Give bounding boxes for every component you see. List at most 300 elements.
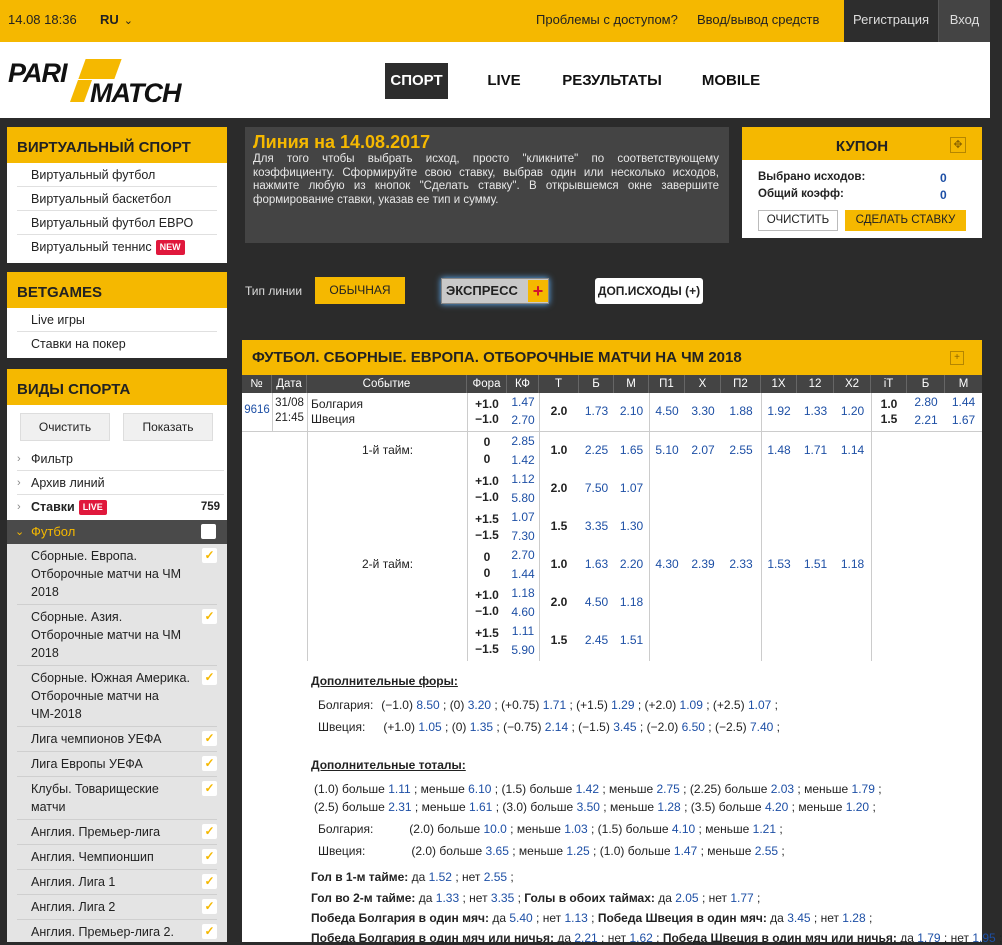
market-label: Победа Болгария в один мяч: [311, 911, 489, 925]
checkbox-checked-icon[interactable]: ✓ [202, 874, 217, 889]
parimatch-logo[interactable] [6, 56, 196, 108]
separator: ; [636, 720, 647, 734]
sub-fora-1: +1.0 [475, 474, 499, 488]
separator: ; [753, 891, 761, 905]
odd-label: нет [469, 891, 491, 905]
odd-label: нет [462, 870, 484, 884]
nav-sport[interactable]: СПОРТ [385, 63, 448, 99]
odd-value-link[interactable]: 1.20 [845, 800, 870, 814]
sub-fora-2: −1.5 [475, 528, 499, 542]
league-label: Сборные. Южная Америка. Отборочные матчи на ЧМ-2018 [31, 671, 190, 721]
odd-label: (0) [449, 698, 468, 712]
express-button[interactable] [441, 278, 549, 304]
league-label: Сборные. Азия. Отборочные матчи на ЧМ 2018 [31, 610, 182, 660]
betgames-title: BETGAMES [7, 272, 227, 308]
sub-odd-x[interactable]: 2.39 [691, 557, 715, 571]
language-label: RU [100, 12, 119, 27]
sub-odd-p1[interactable]: 4.30 [655, 557, 679, 571]
odd-value-link[interactable]: 3.45 [613, 720, 637, 734]
league-item[interactable] [17, 777, 217, 820]
league-item[interactable] [17, 666, 217, 727]
separator: ; [587, 822, 598, 836]
event-time: 21:45 [275, 412, 304, 424]
filter-label: Фильтр [31, 452, 73, 466]
clear-button[interactable]: Очистить [20, 413, 110, 441]
make-bet-button[interactable]: СДЕЛАТЬ СТАВКУ [845, 210, 966, 231]
sub-total: 1.5 [550, 519, 568, 533]
odd-value-link[interactable]: 1.11 [388, 782, 411, 796]
sub-odd-1x[interactable]: 1.48 [767, 443, 791, 457]
odd-x[interactable]: 3.30 [691, 404, 715, 418]
sub-odd-over[interactable]: 2.45 [584, 633, 609, 647]
odd-value-link[interactable]: 1.71 [542, 698, 567, 712]
league-item[interactable] [17, 752, 217, 777]
odd-value-link[interactable]: 1.33 [435, 891, 460, 905]
virtual-tennis-link[interactable] [17, 235, 217, 259]
sub-fora-2: −1.0 [475, 490, 499, 504]
login-button[interactable]: Вход [938, 0, 990, 42]
sub-odd-12[interactable]: 1.51 [803, 557, 828, 571]
header [0, 42, 990, 118]
checkbox-checked-icon[interactable]: ✓ [202, 781, 217, 796]
col-it-under: М [958, 378, 969, 390]
sub-odd-1[interactable]: 1.18 [511, 586, 535, 600]
separator: ; [566, 698, 577, 712]
col-event: Событие [307, 375, 467, 393]
football-category[interactable] [7, 520, 227, 544]
odd-value-link[interactable]: 2.21 [574, 931, 598, 945]
sub-odd-over[interactable]: 3.35 [584, 519, 609, 533]
extra-totals-row [314, 782, 882, 796]
odd-value-link[interactable]: 1.21 [752, 822, 777, 836]
league-item[interactable] [17, 544, 217, 605]
odd-label: меньше [609, 800, 658, 814]
sub-fora-2: −1.5 [475, 642, 499, 656]
separator: ; [439, 698, 450, 712]
odd-under[interactable]: 2.10 [619, 404, 644, 418]
col-it: iТ [871, 375, 907, 393]
football-label: Футбол [31, 524, 76, 539]
sub-odd-under[interactable]: 1.51 [619, 633, 644, 647]
odd-value-link[interactable]: 1.29 [611, 698, 635, 712]
odd-label: меньше [421, 800, 469, 814]
odd-label: нет [950, 931, 973, 945]
sub-odd-1[interactable]: 2.70 [511, 548, 535, 562]
odd-x2[interactable]: 1.20 [840, 404, 865, 418]
sub-odd-over[interactable]: 1.63 [584, 557, 609, 571]
normal-line-button[interactable]: ОБЫЧНАЯ [315, 277, 405, 304]
register-button[interactable]: Регистрация [844, 0, 938, 42]
expand-icon[interactable]: + [950, 351, 964, 365]
odd-value-link[interactable]: 1.05 [418, 720, 442, 734]
odd-label: (0) [451, 720, 470, 734]
sports-title: ВИДЫ СПОРТА [7, 369, 227, 405]
league-label: Клубы. Товарищеские матчи [31, 782, 159, 814]
odd-value-link[interactable]: 2.55 [754, 844, 779, 858]
chevron-right-icon: › [17, 477, 21, 489]
league-item[interactable] [17, 605, 217, 666]
express-label: ЭКСПРЕСС [446, 283, 518, 298]
line-title: Линия на 14.08.2017 [253, 132, 431, 152]
grid-line [307, 393, 308, 661]
odd-value-link[interactable]: 3.45 [787, 911, 811, 925]
odd-value-link[interactable]: 2.14 [544, 720, 569, 734]
odds-list [492, 911, 598, 925]
checkbox-checked-icon[interactable]: ✓ [202, 548, 217, 563]
league-item[interactable] [17, 845, 217, 870]
move-icon[interactable]: ✥ [950, 137, 966, 153]
separator: ; [874, 782, 882, 796]
plus-icon: + [528, 280, 548, 302]
odd-value-link[interactable]: 1.42 [575, 782, 600, 796]
separator: ; [995, 931, 1002, 945]
odd-value-link[interactable]: 1.52 [428, 870, 452, 884]
sub-odd-1[interactable]: 1.12 [511, 472, 535, 486]
odd-value-link[interactable]: 3.20 [467, 698, 492, 712]
sub-odd-1[interactable]: 2.85 [511, 434, 535, 448]
sub-odd-over[interactable]: 7.50 [584, 481, 609, 495]
checkbox-checked-icon[interactable]: ✓ [202, 756, 217, 771]
table-header [242, 375, 982, 393]
virtual-sport-panel [7, 127, 227, 263]
team-label: Швеция: [318, 720, 366, 734]
odd-label: (2.0) больше [411, 844, 486, 858]
league-item[interactable] [17, 870, 217, 895]
team-label: Швеция: [318, 844, 366, 858]
language-selector[interactable] [100, 12, 133, 27]
chevron-down-icon: ⌄ [123, 15, 133, 27]
sub-fora-1: 0 [483, 550, 491, 564]
total-odds-value: 0 [940, 188, 947, 202]
bets-item[interactable] [17, 495, 224, 519]
separator: ; [410, 782, 421, 796]
sub-odd-x[interactable]: 2.07 [691, 443, 715, 457]
odd-label: (2.0) больше [409, 822, 484, 836]
separator: ; [568, 720, 579, 734]
separator: ; [411, 800, 422, 814]
odd-value-link[interactable]: 2.31 [388, 800, 412, 814]
win-by-one [311, 911, 872, 925]
league-item[interactable] [17, 920, 217, 942]
separator: ; [788, 800, 799, 814]
grid-line [467, 393, 468, 661]
sub-odd-2[interactable]: 4.60 [511, 605, 535, 619]
odd-value-link[interactable]: 10.0 [483, 822, 507, 836]
odd-label: (−2.5) [714, 720, 750, 734]
checkbox-checked-icon[interactable]: ✓ [202, 609, 217, 624]
sub-odd-2[interactable]: 7.30 [511, 529, 535, 543]
odd-value-link[interactable]: 1.95 [972, 931, 996, 945]
odd-label: да [658, 891, 676, 905]
logo-text-pari: PARI [8, 58, 67, 88]
odd-it-over-1[interactable]: 2.80 [914, 395, 938, 409]
line-info-box [245, 127, 729, 243]
odd-value-link[interactable]: 6.10 [468, 782, 492, 796]
odd-1x[interactable]: 1.92 [767, 404, 791, 418]
virtual-basketball-link[interactable]: Виртуальный баскетбол [17, 187, 217, 211]
virtual-tennis-label: Виртуальный теннис [31, 240, 152, 254]
sub-total: 1.0 [550, 443, 568, 457]
odd-value-link[interactable]: 3.65 [485, 844, 509, 858]
line-type-label: Тип линии [245, 284, 303, 298]
separator: ; [634, 698, 645, 712]
extra-handicaps-team2 [318, 720, 780, 734]
sub-odd-2[interactable]: 5.80 [511, 491, 535, 505]
ind-total-1: 1.0 [880, 397, 898, 411]
odd-value-link[interactable]: 4.20 [764, 800, 789, 814]
odd-it-over-2[interactable]: 2.21 [914, 413, 938, 427]
odd-value-link[interactable]: 1.28 [842, 911, 866, 925]
odd-it-under-2[interactable]: 1.67 [951, 413, 976, 427]
sub-odd-x2[interactable]: 1.14 [840, 443, 865, 457]
market-label: Победа Болгария в один мяч или ничья: [311, 931, 554, 945]
sub-fora-2: 0 [483, 566, 491, 580]
odd-label: (+1.0) [383, 720, 419, 734]
odd-value-link[interactable]: 1.79 [851, 782, 875, 796]
sub-odd-under[interactable]: 1.30 [619, 519, 644, 533]
odd-value-link[interactable]: 2.05 [675, 891, 699, 905]
odd-value-link[interactable]: 2.03 [770, 782, 795, 796]
virtual-football-link[interactable]: Виртуальный футбол [17, 163, 217, 187]
separator: ; [865, 911, 873, 925]
sub-odd-1x[interactable]: 1.53 [767, 557, 791, 571]
odd-value-link[interactable]: 1.35 [469, 720, 494, 734]
league-list [7, 544, 227, 942]
col-12: 12 [797, 375, 834, 393]
odds-list [419, 891, 525, 905]
bets-count: 759 [200, 501, 220, 513]
separator: ; [451, 870, 462, 884]
league-label: Англия. Премьер-лига [31, 825, 161, 839]
odd-label: нет [820, 911, 843, 925]
odd-label: меньше [707, 844, 755, 858]
team-2: Швеция [311, 412, 355, 426]
separator: ; [491, 698, 502, 712]
odd-value-link[interactable]: 1.03 [564, 822, 588, 836]
separator: ; [597, 931, 608, 945]
ind-total-2: 1.5 [880, 412, 898, 426]
sub-odd-p2[interactable]: 2.33 [729, 557, 753, 571]
odd-label: меньше [804, 782, 852, 796]
odd-value-link[interactable]: 1.25 [566, 844, 590, 858]
odd-value-link[interactable]: 2.75 [656, 782, 680, 796]
odd-label: меньше [516, 822, 565, 836]
extra-handicaps-team1 [318, 698, 778, 712]
selected-outcomes-value: 0 [940, 171, 947, 185]
bets-label [31, 495, 107, 519]
access-problems-link[interactable]: Проблемы с доступом? [536, 12, 678, 27]
odd-value-link[interactable]: 1.09 [679, 698, 703, 712]
separator: ; [771, 698, 778, 712]
odd-label: (1.5) больше [597, 822, 672, 836]
odd-over[interactable]: 1.73 [584, 404, 609, 418]
odd-p1[interactable]: 4.50 [655, 404, 679, 418]
goal-second-half [311, 891, 760, 905]
event-id-link[interactable]: 9616 [244, 404, 270, 416]
sub-odd-12[interactable]: 1.71 [803, 443, 828, 457]
coupon-clear-button[interactable]: ОЧИСТИТЬ [758, 210, 838, 231]
odd-label: (−1.0) [381, 698, 417, 712]
league-item[interactable] [17, 727, 217, 752]
half-1-label: 1-й тайм: [362, 443, 414, 457]
deposit-withdraw-link[interactable]: Ввод/вывод средств [697, 12, 820, 27]
col-date: Дата [272, 375, 307, 393]
checkbox-checked-icon[interactable]: ✓ [202, 924, 217, 939]
odds-list [658, 891, 760, 905]
sub-odd-2[interactable]: 1.42 [511, 453, 535, 467]
checkbox-checked-icon[interactable]: ✓ [202, 670, 217, 685]
sub-odd-1[interactable]: 1.11 [511, 624, 535, 638]
col-p1: П1 [649, 375, 685, 393]
odd-value-link[interactable]: 1.62 [629, 931, 653, 945]
sub-odd-under[interactable]: 1.18 [619, 595, 644, 609]
checkbox-checked-icon[interactable]: ✓ [202, 731, 217, 746]
odd-label: (−2.0) [646, 720, 682, 734]
odd-12[interactable]: 1.33 [803, 404, 828, 418]
sub-fora-1: +1.0 [475, 588, 499, 602]
market-label: Победа Швеция в один мяч или ничья: [662, 931, 897, 945]
sub-odd-p1[interactable]: 5.10 [655, 443, 679, 457]
league-item[interactable] [17, 820, 217, 845]
checkbox-checked-icon[interactable]: ✓ [202, 849, 217, 864]
poker-bets-link[interactable]: Ставки на покер [31, 337, 126, 351]
separator: ; [869, 800, 876, 814]
extra-totals-team2 [318, 844, 785, 858]
odd-label: да [770, 911, 788, 925]
odd-kf2[interactable]: 2.70 [511, 413, 535, 427]
extra-totals-row [314, 800, 876, 814]
odd-value-link[interactable]: 1.47 [673, 844, 698, 858]
sub-odd-2[interactable]: 1.44 [511, 567, 535, 581]
sub-odd-under[interactable]: 1.65 [619, 443, 644, 457]
market-label: Голы в обоих таймах: [524, 891, 655, 905]
football-checkbox[interactable] [201, 524, 216, 539]
odd-kf1[interactable]: 1.47 [511, 395, 535, 409]
odd-it-under-1[interactable]: 1.44 [951, 395, 976, 409]
odd-value-link[interactable]: 3.35 [490, 891, 515, 905]
separator: ; [491, 782, 502, 796]
col-number: № [242, 375, 272, 393]
archive-label: Архив линий [31, 476, 105, 490]
additional-outcomes-button[interactable]: ДОП.ИСХОДЫ (+) [595, 278, 703, 304]
odds-list [314, 800, 876, 814]
extra-totals-heading: Дополнительные тоталы: [311, 758, 466, 772]
chevron-right-icon: › [17, 453, 21, 465]
sub-odd-x2[interactable]: 1.18 [840, 557, 865, 571]
market-label: Гол во 2-м тайме: [311, 891, 416, 905]
separator: ; [652, 931, 663, 945]
virtual-euro-football-link[interactable]: Виртуальный футбол ЕВРО [17, 211, 217, 235]
separator: ; [589, 844, 600, 858]
separator: ; [778, 844, 785, 858]
odds-list [381, 698, 778, 712]
checkbox-checked-icon[interactable]: ✓ [202, 899, 217, 914]
sub-odd-p2[interactable]: 2.55 [729, 443, 753, 457]
separator: ; [679, 782, 690, 796]
separator: ; [776, 822, 783, 836]
odd-value-link[interactable]: 1.79 [917, 931, 941, 945]
odd-value-link[interactable]: 2.55 [483, 870, 508, 884]
sub-fora-2: 0 [483, 452, 491, 466]
market-label: Гол в 1-м тайме: [311, 870, 409, 884]
team-1: Болгария [311, 397, 363, 411]
sports-panel [7, 369, 227, 520]
current-datetime: 14.08 18:36 [8, 12, 77, 27]
col-over: Б [579, 375, 614, 393]
sub-fora-1: +1.5 [475, 512, 499, 526]
league-label: Лига Европы УЕФА [31, 757, 143, 771]
odd-label: да [411, 870, 429, 884]
sub-odd-under[interactable]: 1.07 [619, 481, 644, 495]
nav-mobile[interactable]: MOBILE [701, 72, 761, 89]
separator: ; [507, 870, 514, 884]
event-table-panel [242, 340, 1002, 945]
odd-p2[interactable]: 1.88 [729, 404, 753, 418]
odd-value-link[interactable]: 7.40 [749, 720, 774, 734]
league-label: Англия. Лига 2 [31, 900, 116, 914]
grid-line [761, 393, 762, 661]
sub-odd-over[interactable]: 4.50 [584, 595, 609, 609]
virtual-sport-title: ВИРТУАЛЬНЫЙ СПОРТ [7, 127, 227, 163]
odd-value-link[interactable]: 1.28 [657, 800, 681, 814]
odd-value-link[interactable]: 8.50 [416, 698, 440, 712]
live-badge: LIVE [79, 500, 107, 515]
odd-value-link[interactable]: 5.40 [509, 911, 533, 925]
odds-list [412, 870, 514, 884]
sub-total: 1.5 [550, 633, 568, 647]
sub-odd-under[interactable]: 2.20 [619, 557, 644, 571]
total-odds-label: Общий коэфф: [758, 188, 844, 200]
chevron-right-icon: › [17, 501, 21, 513]
odd-value-link[interactable]: 3.50 [576, 800, 600, 814]
odd-label: меньше [420, 782, 469, 796]
sub-odd-over[interactable]: 2.25 [584, 443, 609, 457]
col-total: Т [539, 375, 579, 393]
odd-value-link[interactable]: 1.77 [730, 891, 754, 905]
col-x: Х [685, 375, 721, 393]
separator: ; [704, 720, 715, 734]
filter-item[interactable] [17, 447, 224, 471]
separator: ; [773, 720, 780, 734]
grid-line [242, 431, 982, 432]
league-label: Англия. Чемпионшип [31, 850, 154, 864]
odd-value-link[interactable]: 1.07 [747, 698, 772, 712]
sub-fora-2: −1.0 [475, 604, 499, 618]
odds-list [770, 911, 872, 925]
col-1x: 1Х [761, 375, 797, 393]
odd-value-link[interactable]: 6.50 [681, 720, 705, 734]
odd-value-link[interactable]: 1.13 [564, 911, 588, 925]
sub-odd-2[interactable]: 5.90 [511, 643, 535, 657]
odds-list [900, 931, 1002, 945]
top-bar [0, 0, 990, 42]
nav-live[interactable]: LIVE [487, 72, 521, 89]
live-games-link[interactable]: Live игры [17, 308, 217, 332]
odd-label: да [900, 931, 918, 945]
nav-results[interactable]: РЕЗУЛЬТАТЫ [562, 72, 662, 89]
show-button[interactable]: Показать [123, 413, 213, 441]
odd-label: (2.25) больше [689, 782, 771, 796]
odd-value-link[interactable]: 4.10 [671, 822, 696, 836]
sub-odd-1[interactable]: 1.07 [511, 510, 535, 524]
odd-value-link[interactable]: 1.61 [469, 800, 493, 814]
chevron-down-icon: ⌄ [15, 526, 25, 538]
checkbox-checked-icon[interactable]: ✓ [202, 824, 217, 839]
new-badge: NEW [156, 240, 185, 255]
odd-label: меньше [705, 822, 753, 836]
league-item[interactable] [17, 895, 217, 920]
archive-item[interactable] [17, 471, 224, 495]
